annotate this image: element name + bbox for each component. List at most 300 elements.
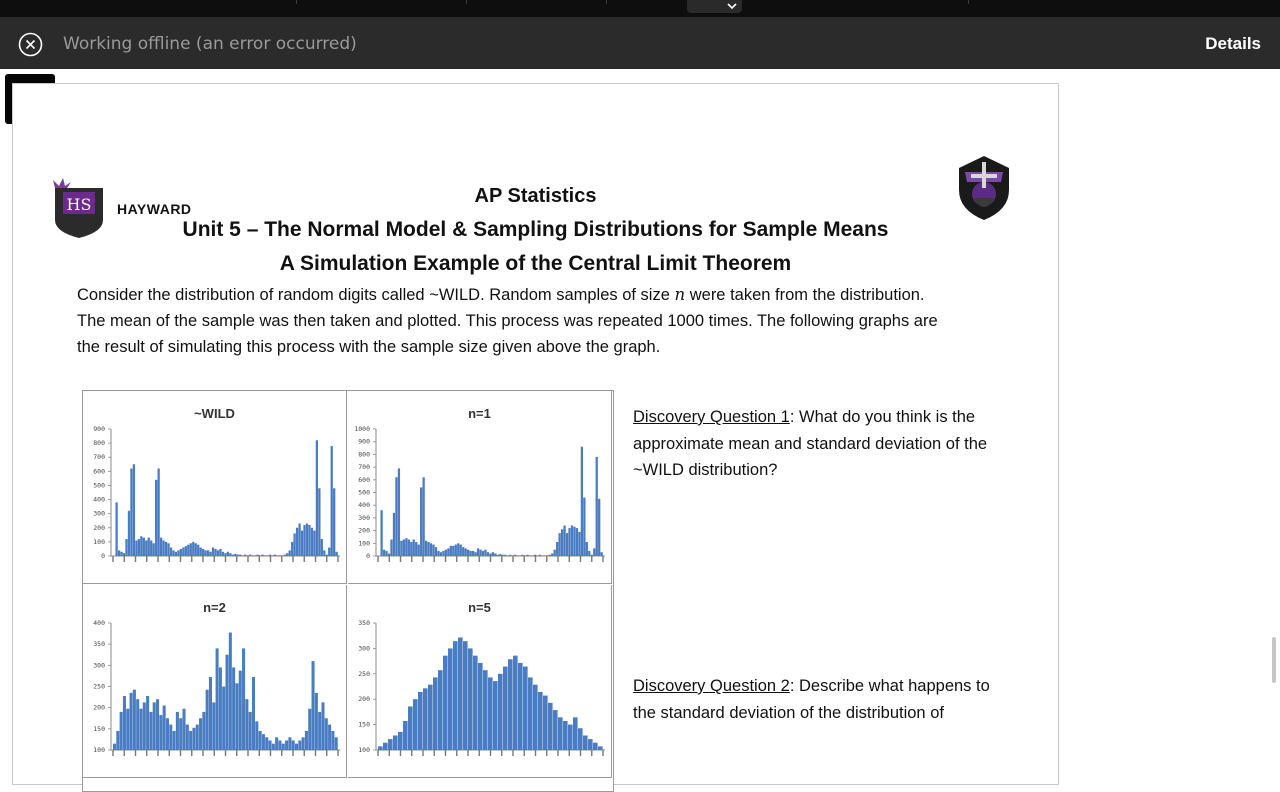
histogram-bar: [199, 718, 202, 750]
y-tick-label: 900: [358, 437, 370, 446]
histogram-bar: [286, 553, 288, 556]
histogram-bar: [291, 542, 293, 556]
histogram-bar: [249, 712, 252, 750]
question1-label: Discovery Question 1: [633, 408, 790, 426]
histogram-bar: [418, 692, 423, 750]
histogram-bar: [479, 550, 481, 556]
histogram-bar: [533, 685, 538, 750]
histogram-bar: [170, 548, 172, 556]
histogram-bar: [169, 725, 172, 750]
histogram-bar: [247, 555, 249, 556]
histogram-bar: [189, 731, 192, 750]
histogram-bar: [232, 667, 235, 750]
histogram-bar: [237, 555, 239, 556]
doc-title-unit: Unit 5 – The Normal Model & Sampling Distributions for Sample Means: [182, 218, 889, 241]
histogram-bar: [571, 526, 573, 556]
question2-label: Discovery Question 2: [633, 677, 790, 695]
histogram-bar: [318, 712, 321, 750]
y-tick-label: 600: [93, 467, 105, 476]
histogram-bar: [298, 740, 301, 750]
histogram-bar: [413, 699, 418, 750]
histogram-bar: [259, 731, 262, 750]
histogram-bar: [468, 648, 473, 750]
histogram-bar: [427, 542, 429, 556]
histogram-bar: [531, 555, 533, 556]
histogram-bar: [548, 703, 553, 750]
doc-title-topic: A Simulation Example of the Central Limit Theorem: [279, 252, 792, 275]
y-tick-label: 200: [93, 523, 105, 532]
histogram-bar: [269, 555, 271, 556]
histogram-bar: [130, 693, 133, 750]
histogram-bar: [400, 541, 402, 556]
histogram-bar: [222, 552, 224, 556]
histogram-bar: [541, 555, 543, 556]
histogram-bar: [143, 538, 145, 556]
histogram-bar: [478, 663, 483, 750]
histogram-bar: [292, 740, 295, 750]
histogram-bar: [265, 737, 268, 750]
histogram-bar: [443, 656, 448, 750]
histogram-bar: [458, 638, 463, 750]
histogram-bar: [306, 524, 308, 556]
y-tick-label: 200: [93, 703, 105, 712]
y-tick-label: 500: [358, 488, 370, 497]
histogram-bar: [418, 545, 420, 556]
y-tick-label: 200: [358, 695, 370, 704]
histogram-bar: [573, 717, 578, 750]
histogram-bar: [135, 540, 137, 556]
histogram-bar: [295, 744, 298, 750]
histogram-bar: [539, 555, 541, 556]
chart-title: ~WILD: [194, 406, 235, 421]
histogram-bar: [380, 510, 382, 556]
histogram-bar: [166, 718, 169, 750]
histogram-bar: [276, 555, 278, 556]
histogram-bar: [180, 549, 182, 556]
histogram-bar: [315, 693, 318, 750]
histogram-bar: [455, 545, 457, 556]
histogram-bar: [251, 555, 253, 556]
histogram-bar: [493, 681, 498, 750]
histogram-bar: [588, 551, 590, 556]
histogram-bar: [158, 469, 160, 556]
histogram-bar: [556, 542, 558, 556]
histogram-bar: [413, 539, 415, 556]
histogram-bar: [278, 740, 281, 750]
histogram-bar: [568, 725, 573, 750]
histogram-bar: [526, 555, 528, 556]
histogram-bar: [212, 548, 214, 556]
histogram-bar: [187, 545, 189, 556]
histogram-bar: [483, 670, 488, 750]
histogram-bar: [423, 477, 425, 556]
document-page: [12, 83, 1059, 785]
y-tick-label: 900: [93, 425, 105, 433]
histogram-bar: [190, 543, 192, 556]
histogram-bar: [146, 696, 149, 750]
histogram-bar: [125, 539, 127, 556]
histogram-bar: [212, 702, 215, 750]
histogram-bar: [115, 502, 117, 556]
histogram-bar: [598, 499, 600, 556]
histogram-bar: [554, 550, 556, 556]
histogram-bar: [460, 545, 462, 556]
histogram-bar: [435, 547, 437, 556]
histogram-bar: [472, 551, 474, 556]
histogram-bar: [254, 555, 256, 556]
histogram-bar: [167, 543, 169, 556]
y-tick-label: 300: [93, 661, 105, 670]
chart-title: n=2: [203, 600, 226, 615]
histogram-bar: [255, 721, 258, 750]
histogram-bar: [259, 555, 261, 556]
discovery-question-1: [633, 404, 1013, 484]
histogram-bar: [504, 555, 506, 556]
histogram-bar: [388, 739, 393, 750]
histogram-bar: [326, 555, 328, 556]
histogram-bar: [487, 552, 489, 556]
histogram-bar: [561, 529, 563, 556]
histogram-bar: [440, 552, 442, 556]
histogram-bar: [586, 542, 588, 556]
histogram-bar: [138, 539, 140, 556]
histogram-bar: [182, 709, 185, 750]
histogram-bar: [477, 548, 479, 556]
histogram-bar: [275, 737, 278, 750]
histogram-bar: [581, 447, 583, 556]
histogram-bar: [272, 744, 275, 750]
y-tick-label: 800: [358, 450, 370, 459]
histogram-bar: [321, 702, 324, 750]
histogram-bar: [509, 555, 511, 556]
y-tick-label: 350: [358, 619, 370, 627]
histogram-bar: [245, 699, 248, 750]
histogram-bar: [598, 746, 603, 750]
y-tick-label: 0: [101, 552, 105, 560]
histogram-bar: [175, 552, 177, 556]
histogram-bar: [229, 633, 232, 750]
histogram-bar: [321, 539, 323, 556]
histogram-bar: [308, 525, 310, 556]
chart-n2: [83, 585, 347, 778]
histogram-bar: [543, 696, 548, 750]
histogram-bar: [398, 468, 400, 556]
y-tick-label: 0: [366, 552, 370, 560]
histogram-bar: [311, 528, 313, 556]
histogram-bar: [209, 552, 211, 556]
histogram-bar: [558, 533, 560, 556]
scrollbar[interactable]: [1272, 637, 1276, 683]
histogram-bar: [296, 528, 298, 556]
histogram-bar: [494, 553, 496, 556]
histogram-bar: [192, 542, 194, 556]
histogram-bar: [573, 527, 575, 556]
details-button[interactable]: Details: [1205, 34, 1261, 53]
histogram-bar: [534, 555, 536, 556]
histogram-bar: [514, 555, 516, 556]
histogram-bar: [578, 532, 580, 556]
histogram-bar: [200, 548, 202, 556]
histogram-bar: [442, 551, 444, 556]
histogram-bar: [588, 739, 593, 750]
histogram-bar: [216, 648, 219, 750]
histogram-bar: [202, 712, 205, 750]
histogram-bar: [177, 550, 179, 556]
histogram-bar: [274, 555, 276, 556]
histogram-bar: [325, 718, 328, 750]
histogram-bar: [313, 531, 315, 556]
histogram-bar: [591, 555, 593, 556]
histogram-bar: [186, 725, 189, 750]
histogram-bar: [128, 511, 130, 556]
histogram-bar: [499, 554, 501, 556]
histogram-bar: [196, 725, 199, 750]
histogram-bar: [202, 549, 204, 556]
histogram-bar: [226, 655, 229, 750]
histogram-bar: [563, 721, 568, 750]
histogram-bar: [453, 641, 458, 750]
y-tick-label: 700: [93, 453, 105, 462]
y-tick-label: 350: [93, 640, 105, 649]
histogram-bar: [264, 555, 266, 556]
histogram-bar: [209, 677, 212, 750]
histogram-bar: [536, 555, 538, 556]
histogram-bar: [395, 477, 397, 556]
histogram-bar: [576, 528, 578, 556]
histogram-bar: [513, 656, 518, 750]
chart-n5: [348, 585, 612, 778]
question1-text: : What do you think is the approximate mean and standard deviation of the ~WILD distribution?: [633, 408, 988, 479]
discovery-question-2: [633, 673, 1013, 726]
histogram-bar: [596, 457, 598, 556]
histogram-bar: [423, 688, 428, 750]
y-tick-label: 400: [93, 495, 105, 504]
question2-text: : Describe what happens to the standard deviation of the distribution of: [633, 677, 990, 722]
histogram-bar: [331, 731, 334, 750]
histogram-bar: [308, 709, 311, 750]
intro-line2: The mean of the sample was then taken and plotted. This process was repeated 1000 times. The following graphs are: [77, 312, 938, 330]
histogram-bar: [217, 550, 219, 556]
histogram-bar: [288, 737, 291, 750]
histogram-bar: [448, 648, 453, 750]
histogram-bar: [405, 538, 407, 556]
histogram-bar: [484, 550, 486, 556]
histogram-bar: [145, 540, 147, 556]
histogram-bar: [428, 685, 433, 750]
intro-line3: the result of simulating this process with the sample size given above the graph.: [77, 338, 661, 356]
histogram-bar: [153, 702, 156, 750]
histogram-bar: [285, 740, 288, 750]
histogram-bar: [335, 737, 338, 750]
histogram-bar: [549, 555, 551, 556]
histogram-bar: [508, 659, 513, 750]
histogram-bar: [518, 663, 523, 750]
offline-banner: [0, 17, 1280, 69]
histogram-bar: [234, 554, 236, 556]
histogram-bar: [403, 539, 405, 556]
y-tick-label: 100: [93, 537, 105, 546]
histogram-bar: [136, 699, 139, 750]
histogram-bar: [473, 656, 478, 750]
histogram-bar: [450, 546, 452, 556]
histogram-bar: [153, 543, 155, 556]
y-tick-label: 1000: [354, 425, 370, 433]
histogram-bar: [492, 552, 494, 556]
histogram-bar: [583, 498, 585, 556]
histogram-bar: [179, 718, 182, 750]
histogram-bar: [227, 552, 229, 556]
histogram-bar: [568, 528, 570, 556]
histogram-bar: [323, 550, 325, 556]
histogram-bar: [393, 513, 395, 556]
histogram-bar: [524, 555, 526, 556]
histogram-bar: [239, 555, 241, 556]
histogram-bar: [512, 555, 514, 556]
histogram-bar: [148, 538, 150, 556]
histogram-bar: [261, 555, 263, 556]
histogram-bar: [420, 487, 422, 556]
histogram-bar: [303, 525, 305, 556]
histogram-bar: [447, 548, 449, 556]
histogram-bar: [465, 548, 467, 556]
histogram-bar: [482, 551, 484, 556]
histogram-bar: [383, 550, 385, 556]
histogram-bar: [235, 683, 238, 750]
histogram-bar: [408, 539, 410, 556]
y-tick-label: 300: [358, 513, 370, 522]
intro-line1-pre: Consider the distribution of random digits called ~WILD. Random samples of size: [77, 286, 675, 304]
histogram-bar: [116, 731, 119, 750]
histogram-bar: [469, 551, 471, 556]
histogram-bar: [318, 488, 320, 556]
y-tick-label: 150: [358, 720, 370, 729]
histogram-bar: [516, 555, 518, 556]
histogram-bar: [408, 706, 413, 750]
histogram-bar: [488, 677, 493, 750]
histogram-bar: [229, 553, 231, 556]
chevron-down-icon[interactable]: [726, 0, 738, 12]
intro-paragraph: [77, 282, 997, 360]
histogram-bar: [601, 552, 603, 556]
histogram-bar: [502, 555, 504, 556]
histogram-bar: [385, 551, 387, 556]
histogram-bar: [390, 539, 392, 556]
histogram-bar: [262, 734, 265, 750]
histogram-bar: [398, 732, 403, 750]
histogram-bar: [583, 735, 588, 750]
histogram-bar: [301, 531, 303, 556]
histogram-bar: [544, 555, 546, 556]
histogram-bar: [150, 540, 152, 556]
chart-title: n=1: [468, 406, 491, 421]
histogram-bar: [293, 533, 295, 556]
histogram-bar: [388, 553, 390, 556]
histogram-bar: [463, 641, 468, 750]
histogram-bar: [331, 446, 333, 556]
histogram-bar: [176, 712, 179, 750]
histogram-bar: [269, 740, 272, 750]
histogram-bar: [312, 661, 315, 750]
intro-line1-post: were taken from the distribution.: [685, 286, 925, 304]
histogram-bar: [214, 549, 216, 556]
histogram-bar: [266, 555, 268, 556]
y-tick-label: 100: [93, 746, 105, 754]
histogram-bar: [467, 550, 469, 556]
histogram-bar: [403, 721, 408, 750]
histogram-bar: [316, 440, 318, 556]
histogram-bar: [489, 553, 491, 556]
y-tick-label: 800: [93, 439, 105, 448]
y-tick-label: 300: [93, 509, 105, 518]
histogram-bar: [328, 548, 330, 556]
histogram-bar: [163, 706, 166, 750]
y-tick-label: 400: [358, 501, 370, 510]
histogram-bar: [593, 743, 598, 750]
simulation-charts-grid: [82, 390, 614, 792]
histogram-bar: [503, 667, 508, 750]
histogram-bar: [252, 677, 255, 750]
histogram-bar: [143, 702, 146, 750]
close-circle-icon[interactable]: [18, 32, 43, 57]
histogram-bar: [289, 550, 291, 556]
histogram-bar: [415, 542, 417, 556]
window-top-strip: [0, 0, 1280, 17]
histogram-bar: [432, 545, 434, 556]
histogram-bar: [521, 555, 523, 556]
chart-n1: [348, 391, 612, 584]
histogram-bar: [120, 712, 123, 750]
histogram-bar: [474, 552, 476, 556]
histogram-bar: [249, 555, 251, 556]
histogram-bar: [204, 550, 206, 556]
histogram-bar: [140, 536, 142, 556]
histogram-bar: [224, 553, 226, 556]
histogram-bar: [195, 543, 197, 556]
histogram-bar: [578, 728, 583, 750]
chart-title: n=5: [468, 600, 491, 615]
histogram-bar: [523, 667, 528, 750]
histogram-bar: [271, 555, 273, 556]
histogram-bar: [130, 469, 132, 556]
y-tick-label: 500: [93, 481, 105, 490]
histogram-bar: [162, 540, 164, 556]
histogram-bar: [302, 737, 305, 750]
histogram-bar: [566, 533, 568, 556]
histogram-bar: [185, 546, 187, 556]
y-tick-label: 600: [358, 475, 370, 484]
histogram-bar: [284, 555, 286, 556]
offline-message: Working offline (an error occurred): [63, 34, 357, 54]
histogram-bar: [120, 552, 122, 556]
histogram-bar: [497, 555, 499, 556]
histogram-bar: [279, 555, 281, 556]
histogram-bar: [156, 699, 159, 750]
histogram-bar: [282, 744, 285, 750]
histogram-bar: [165, 542, 167, 556]
histogram-bar: [538, 692, 543, 750]
doc-title-course: AP Statistics: [474, 185, 597, 207]
histogram-bar: [437, 551, 439, 556]
histogram-bar: [305, 731, 308, 750]
histogram-bar: [410, 542, 412, 556]
histogram-bar: [281, 555, 283, 556]
histogram-bar: [172, 550, 174, 556]
histogram-bar: [593, 548, 595, 556]
school-logo-letters: HS: [66, 195, 92, 214]
histogram-bar: [528, 677, 533, 750]
histogram-bar: [328, 725, 331, 750]
histogram-bar: [133, 464, 135, 556]
